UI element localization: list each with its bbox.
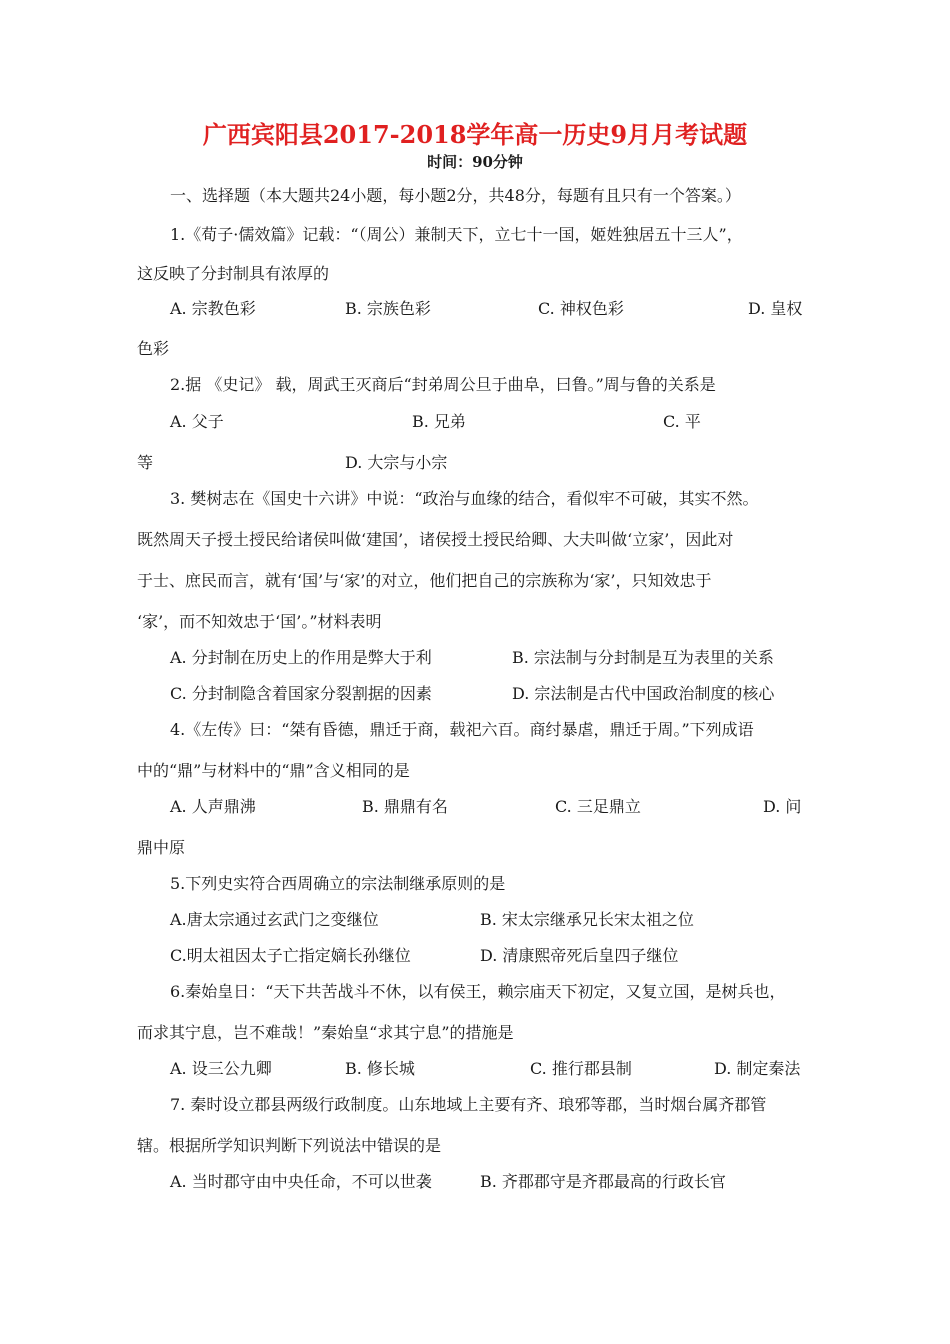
q1-stem-line1: 1.《荀子·儒效篇》记载：“（周公）兼制天下，立七十一国，姬姓独居五十三人”， xyxy=(170,225,743,244)
q3-stem-line1: 3. 樊树志在《国史十六讲》中说：“政治与血缘的结合，看似牢不可破，其实不然。 xyxy=(170,489,759,508)
section-header: 一、选择题（本大题共24小题，每小题2分，共48分，每题有且只有一个答案。） xyxy=(170,186,741,205)
q4-option-a: A. 人声鼎沸 xyxy=(170,797,256,816)
q6-stem-line2: 而求其宁息，岂不难哉！”秦始皇“求其宁息”的措施是 xyxy=(137,1023,514,1042)
q5-option-a: A.唐太宗通过玄武门之变继位 xyxy=(170,910,379,929)
q2-option-d: D. 大宗与小宗 xyxy=(345,453,448,472)
q4-option-d: D. 问 xyxy=(763,797,802,816)
exam-duration: 时间：90分钟 xyxy=(427,153,523,171)
q3-option-b: B. 宗法制与分封制是互为表里的关系 xyxy=(512,648,774,667)
q2-option-a: A. 父子 xyxy=(170,412,224,431)
q3-stem-line2: 既然周天子授土授民给诸侯叫做‘建国’，诸侯授土授民给卿、大夫叫做‘立家’，因此对 xyxy=(137,530,734,549)
q1-option-d-continued: 色彩 xyxy=(137,339,170,358)
q4-stem-line2: 中的“鼎”与材料中的“鼎”含义相同的是 xyxy=(137,761,410,780)
q3-option-a: A. 分封制在历史上的作用是弊大于利 xyxy=(170,648,432,667)
q6-option-d: D. 制定秦法 xyxy=(714,1059,801,1078)
q3-stem-line4: ‘家’，而不知效忠于‘国’。”材料表明 xyxy=(137,612,382,631)
exam-title: 广西宾阳县2017-2018学年高一历史9月月考试题 xyxy=(202,120,748,149)
q4-option-d-continued: 鼎中原 xyxy=(137,838,186,857)
q5-stem-line1: 5.下列史实符合西周确立的宗法制继承原则的是 xyxy=(170,874,506,893)
q1-option-b: B. 宗族色彩 xyxy=(345,299,431,318)
q5-option-b: B. 宋太宗继承兄长宋太祖之位 xyxy=(480,910,694,929)
q3-stem-line3: 于士、庶民而言，就有‘国’与‘家’的对立，他们把自己的宗族称为‘家’，只知效忠于 xyxy=(137,571,712,590)
q4-stem-line1: 4.《左传》曰：“桀有昏德，鼎迁于商，载祀六百。商纣暴虐，鼎迁于周。”下列成语 xyxy=(170,720,754,739)
q3-option-c: C. 分封制隐含着国家分裂割据的因素 xyxy=(170,684,432,703)
q1-option-a: A. 宗教色彩 xyxy=(170,299,256,318)
q6-option-c: C. 推行郡县制 xyxy=(530,1059,632,1078)
q1-stem-line2: 这反映了分封制具有浓厚的 xyxy=(137,264,330,283)
q2-option-c: C. 平 xyxy=(663,412,701,431)
q1-option-c: C. 神权色彩 xyxy=(538,299,624,318)
q6-stem-line1: 6.秦始皇日：“天下共苦战斗不休，以有侯王，赖宗庙天下初定，又复立国，是树兵也， xyxy=(170,982,786,1001)
q7-stem-line2: 辖。根据所学知识判断下列说法中错误的是 xyxy=(137,1136,442,1155)
q7-option-a: A. 当时郡守由中央任命，不可以世袭 xyxy=(170,1172,432,1191)
q2-option-b: B. 兄弟 xyxy=(412,412,466,431)
q5-option-c: C.明太祖因太子亡指定嫡长孙继位 xyxy=(170,946,411,965)
q2-stem-line1: 2.据 《史记》 载，周武王灭商后“封弟周公旦于曲阜，曰鲁。”周与鲁的关系是 xyxy=(170,375,716,394)
q4-option-c: C. 三足鼎立 xyxy=(555,797,641,816)
q2-option-c-continued: 等 xyxy=(137,453,154,472)
q1-option-d: D. 皇权 xyxy=(748,299,803,318)
q6-option-b: B. 修长城 xyxy=(345,1059,415,1078)
q6-option-a: A. 设三公九卿 xyxy=(170,1059,272,1078)
q3-option-d: D. 宗法制是古代中国政治制度的核心 xyxy=(512,684,775,703)
q4-option-b: B. 鼎鼎有名 xyxy=(362,797,448,816)
q7-stem-line1: 7. 秦时设立郡县两级行政制度。山东地域上主要有齐、琅邪等郡，当时烟台属齐郡管 xyxy=(170,1095,767,1114)
q7-option-b: B. 齐郡郡守是齐郡最高的行政长官 xyxy=(480,1172,726,1191)
q5-option-d: D. 清康熙帝死后皇四子继位 xyxy=(480,946,679,965)
